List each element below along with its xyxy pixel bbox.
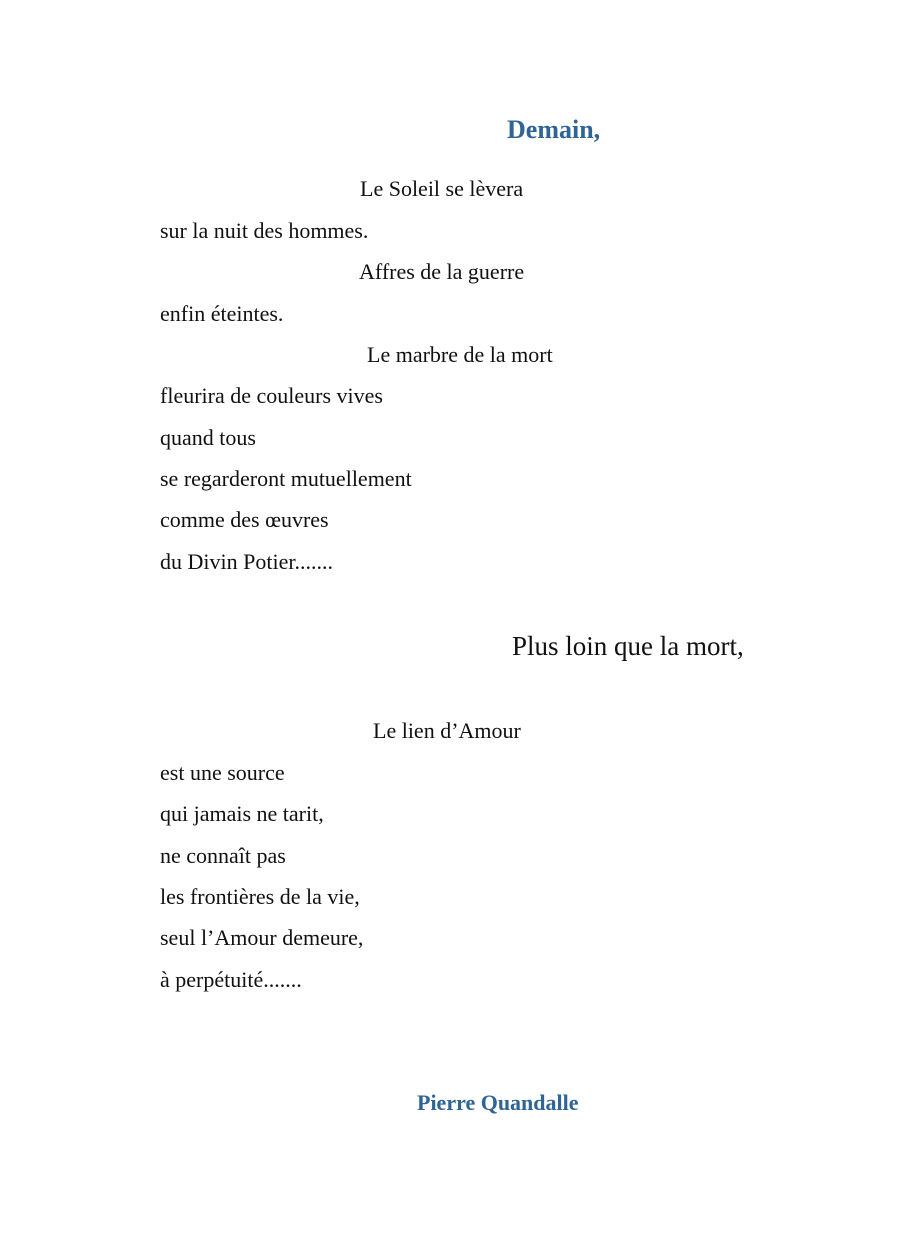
verse-line: se regarderont mutuellement bbox=[160, 466, 412, 491]
verse-line: Le marbre de la mort bbox=[367, 342, 553, 367]
verse-line: du Divin Potier....... bbox=[160, 549, 333, 574]
poem-title: Demain, bbox=[507, 115, 601, 144]
verse-line: Le lien d’Amour bbox=[373, 718, 521, 743]
verse-line: Le Soleil se lèvera bbox=[360, 176, 524, 201]
verse-line: Affres de la guerre bbox=[359, 259, 525, 284]
poem-author: Pierre Quandalle bbox=[417, 1090, 579, 1115]
verse-line: comme des œuvres bbox=[160, 507, 329, 532]
verse-line: quand tous bbox=[160, 425, 256, 450]
verse-line: est une source bbox=[160, 760, 285, 785]
verse-line: fleurira de couleurs vives bbox=[160, 383, 383, 408]
verse-line: sur la nuit des hommes. bbox=[160, 218, 369, 243]
verse-line: qui jamais ne tarit, bbox=[160, 801, 324, 826]
poem-subtitle: Plus loin que la mort, bbox=[512, 631, 744, 661]
verse-line: seul l’Amour demeure, bbox=[160, 925, 364, 950]
verse-line: enfin éteintes. bbox=[160, 301, 284, 326]
verse-line: les frontières de la vie, bbox=[160, 884, 360, 909]
verse-line: ne connaît pas bbox=[160, 843, 286, 868]
verse-line: à perpétuité....... bbox=[160, 967, 302, 992]
